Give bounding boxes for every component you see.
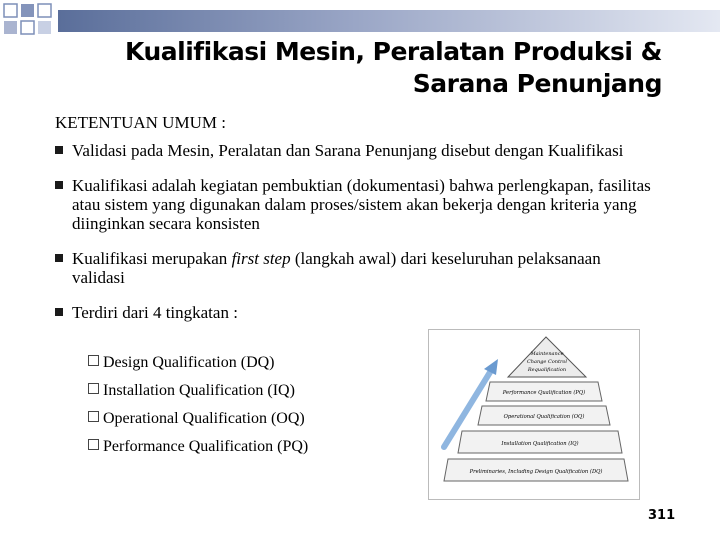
level-label: Operational Qualification (OQ) [103, 410, 305, 427]
tier-label: Operational Qualification (OQ) [503, 414, 585, 420]
qualification-pyramid-diagram [428, 329, 640, 500]
square-bullet-icon [55, 181, 63, 189]
square-bullet-icon [55, 308, 63, 316]
bullet-list [55, 141, 655, 338]
bullet-text: Validasi pada Mesin, Peralatan dan Sarana Penunjang disebut dengan Kualifikasi [72, 141, 624, 160]
list-item [88, 349, 308, 377]
subheading: KETENTUAN UMUM : [55, 113, 226, 132]
bullet-text: Kualifikasi adalah kegiatan pembuktian (dokumentasi) bahwa perlengkapan, fasilitas atau sistem yang digunakan dalam proses/sistem akan bekerja dengan kriteria yang diinginkan secara konsisten [72, 176, 651, 233]
page-number: 311 [648, 508, 676, 523]
title-line-1: Kualifikasi Mesin, Peralatan Produksi & [125, 37, 662, 66]
list-item [55, 141, 655, 160]
bullet-text: Terdiri dari 4 tingkatan : [72, 303, 238, 322]
checkbox-square-icon [88, 355, 99, 366]
tier-label: Installation Qualification (IQ) [501, 441, 579, 447]
checkbox-square-icon [88, 439, 99, 450]
title-line-2: Sarana Penunjang [412, 69, 662, 98]
level-label: Performance Qualification (PQ) [103, 438, 309, 455]
bullet-text-part: Kualifikasi merupakan [72, 249, 232, 268]
level-label: Design Qualification (DQ) [103, 354, 275, 371]
apex-label: Change Control [526, 359, 568, 365]
level-label: Installation Qualification (IQ) [103, 382, 295, 399]
tier-label: Preliminaries, Including Design Qualification (DQ) [469, 469, 603, 475]
checkbox-square-icon [88, 383, 99, 394]
list-item [55, 176, 655, 233]
list-item [55, 249, 655, 287]
square-bullet-icon [55, 254, 63, 262]
checkbox-square-icon [88, 411, 99, 422]
list-item [55, 303, 655, 322]
square-bullet-icon [55, 146, 63, 154]
bullet-text-italic: first step [231, 249, 291, 268]
list-item [88, 405, 308, 433]
list-item [88, 433, 308, 461]
qualification-levels-list [88, 349, 308, 461]
bullet-text [72, 249, 601, 287]
list-item [88, 377, 308, 405]
apex-label: Maintenance [530, 351, 564, 357]
bullet-text-part: (langkah awal) dari keseluruhan pelaksanaan validasi [72, 249, 601, 287]
tier-label: Performance Qualification (PQ) [502, 390, 586, 396]
apex-label: Requalification [527, 367, 567, 373]
page-title [80, 36, 662, 100]
